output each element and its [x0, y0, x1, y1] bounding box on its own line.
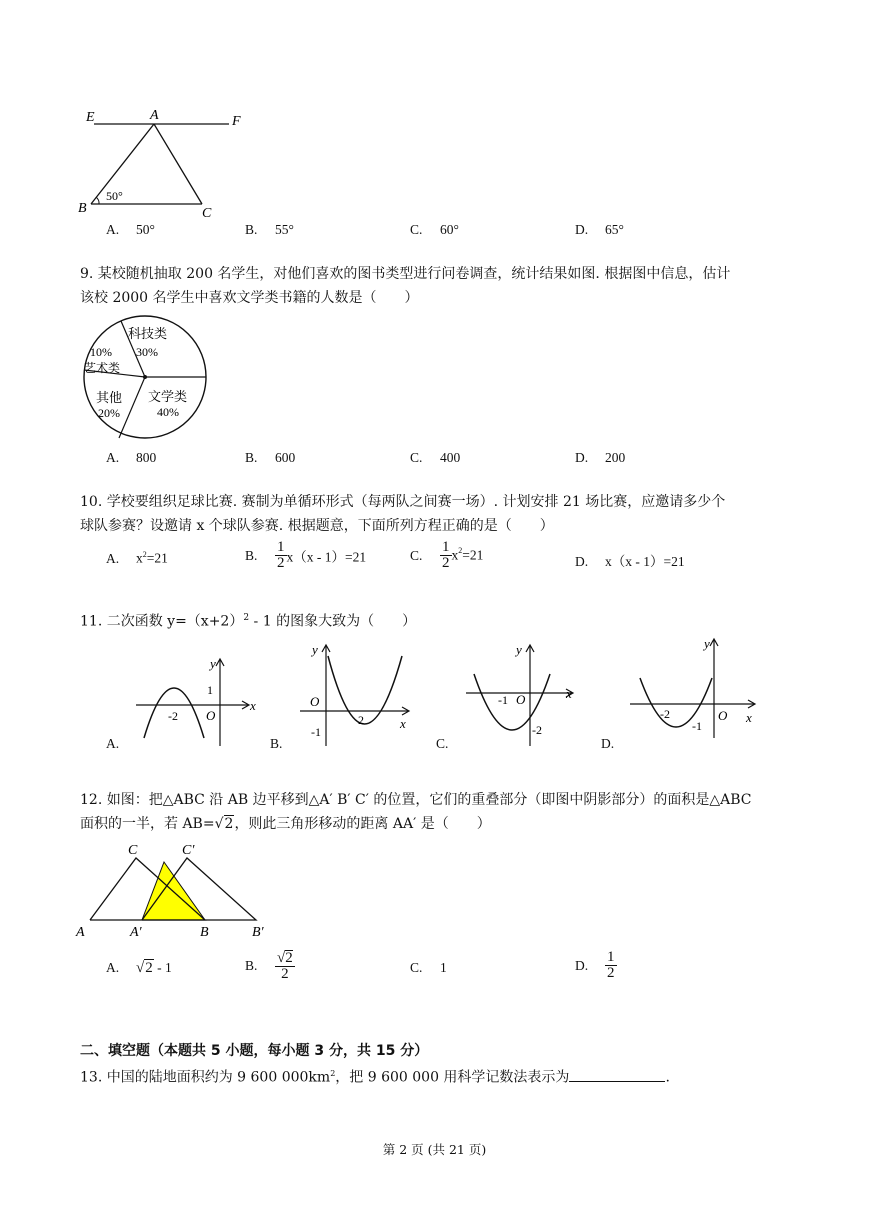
q9-stem-line-2: 该校 2000 名学生中喜欢文学类书籍的人数是（ ） [80, 290, 419, 306]
sqrt: √2 [214, 816, 234, 832]
q12-stem-line-2 [80, 812, 800, 836]
axis-label-x: x [250, 698, 256, 713]
q9-option-a[interactable] [106, 450, 156, 466]
q12-option-b[interactable] [245, 950, 295, 982]
option-value: 800 [136, 450, 157, 465]
q11-option-b-letter[interactable]: B. [270, 736, 283, 751]
option-letter: C. [410, 450, 423, 465]
axis-label-y: y [312, 642, 318, 657]
angle-label: 50° [106, 189, 123, 203]
pie-percent-literature: 40% [157, 405, 179, 419]
q9-stem-line-1: 9. 某校随机抽取 200 名学生，对他们喜欢的图书类型进行问卷调查，统计结果如图. 根据图中信息，估计 [80, 266, 731, 282]
option-value: 60° [440, 222, 459, 237]
angle-b-arc [96, 197, 99, 204]
label-b: B [78, 201, 87, 216]
q11-stem-text-end: - 1 的图象大致为（ ） [249, 613, 417, 630]
q10-stem-line-1: 10. 学校要组织足球比赛. 赛制为单循环形式（每两队之间赛一场）. 计划安排 21 场比赛，应邀请多少个 [80, 494, 726, 510]
option-letter: A. [106, 222, 120, 237]
option-value: 1 [440, 960, 447, 975]
label-b: B [200, 925, 209, 940]
q13-text: 13. 中国的陆地面积约为 9 600 000km [80, 1069, 331, 1086]
q12-triangle-figure [74, 838, 284, 942]
q11-option-a-letter[interactable]: A. [106, 736, 120, 751]
sqrt: √2 [136, 960, 153, 976]
tick-label-2: -1 [311, 725, 321, 739]
option-letter: D. [575, 957, 589, 973]
numerator: 1 [607, 949, 615, 965]
label-c-prime: C′ [182, 843, 195, 858]
option-letter: D. [575, 222, 589, 237]
option-letter: D. [575, 450, 589, 465]
numerator: 1 [442, 539, 450, 555]
option-letter: C. [410, 222, 423, 237]
q12-option-d[interactable] [575, 950, 617, 981]
q11-graph-c[interactable] [462, 638, 578, 750]
tick-label-1: -2 [168, 709, 178, 723]
axis-label-y: y [210, 656, 216, 671]
q13-exponent: 2 [330, 1069, 336, 1078]
option-rest: - 1 [153, 960, 172, 975]
stem-text-end: ，则此三角形移动的距离 AA′ 是（ ） [234, 816, 491, 832]
q9-stem [80, 262, 800, 310]
q12-stem-line-1: 12. 如图：把△ABC 沿 AB 边平移到△A′ B′ C′ 的位置，它们的重叠部分（即图中阴影部分）的面积是△ABC [80, 792, 752, 808]
pie-percent-other: 20% [98, 406, 120, 420]
option-letter: B. [245, 222, 258, 237]
option-var: x [136, 550, 143, 566]
option-letter: B. [245, 958, 258, 973]
label-e: E [86, 110, 95, 125]
tick-label-2: -2 [532, 723, 542, 737]
q10-option-d[interactable] [575, 550, 685, 570]
parabola [328, 656, 402, 724]
pie-label-tech: 科技类 [128, 326, 168, 341]
option-value: 200 [605, 450, 626, 465]
pie-label-other: 其他 [96, 390, 123, 405]
q8-triangle-figure [74, 104, 264, 220]
option-rest: x（x - 1）=21 [286, 549, 367, 565]
q11-stem-exponent: 2 [243, 613, 250, 623]
option-value: 400 [440, 450, 461, 465]
pie-percent-tech: 30% [136, 345, 158, 359]
axis-label-x: x [400, 716, 406, 731]
page-footer: 第 2 页 (共 21 页) [382, 1142, 487, 1157]
q10-option-a[interactable] [106, 550, 168, 567]
option-letter: B. [245, 547, 258, 563]
option-letter: A. [106, 960, 120, 975]
label-a-prime: A′ [130, 925, 142, 940]
stem-text: 面积的一半，若 AB= [80, 816, 215, 832]
option-exponent: 2 [458, 546, 463, 556]
origin-label: O [516, 692, 526, 707]
option-letter: B. [245, 450, 258, 465]
option-exponent: 2 [142, 550, 147, 559]
tick-label-1: -2 [660, 707, 670, 721]
pie-label-art: 艺术类 [84, 361, 121, 375]
option-letter: D. [575, 554, 589, 569]
q12-option-c[interactable] [410, 960, 447, 976]
denominator: 2 [607, 965, 615, 981]
q8-option-a[interactable] [106, 222, 155, 238]
q11-option-c-letter[interactable]: C. [436, 736, 449, 751]
q11-stem-text: 11. 二次函数 y=（x+2） [80, 613, 244, 630]
section-title: 二、填空题（本题共 5 小题，每小题 3 分，共 15 分） [80, 1043, 429, 1059]
radicand: 2 [224, 816, 234, 832]
fraction [275, 540, 287, 571]
fraction [275, 950, 295, 982]
axis-label-x: x [746, 710, 752, 725]
q13-text-end: . [665, 1069, 670, 1086]
axis-label-x: x [566, 686, 572, 701]
q12-stem [80, 788, 800, 836]
option-value: x（x - 1）=21 [605, 554, 685, 569]
side-ac [154, 124, 202, 204]
denominator: 2 [281, 966, 289, 982]
radicand: 2 [285, 950, 293, 966]
origin-label: O [310, 694, 320, 709]
option-value: 55° [275, 222, 294, 237]
option-letter: A. [106, 450, 120, 465]
q11-option-d-letter[interactable]: D. [601, 736, 615, 751]
option-value: 65° [605, 222, 624, 237]
q8-option-c[interactable] [410, 222, 459, 238]
option-rest: =21 [146, 550, 168, 566]
q10-stem-line-2: 球队参赛？设邀请 x 个球队参赛. 根据题意，下面所列方程正确的是（ ） [80, 518, 554, 534]
q11-graph-d[interactable] [628, 634, 760, 744]
q11-graph-b[interactable] [298, 638, 416, 750]
label-f: F [232, 114, 241, 129]
tick-label-1: -1 [498, 693, 508, 707]
q10-option-b[interactable] [245, 540, 366, 571]
label-c: C [128, 843, 138, 858]
answer-blank[interactable] [569, 1067, 665, 1082]
pie-percent-art: 10% [90, 345, 112, 359]
q11-stem [80, 606, 800, 634]
tick-label-2: 1 [207, 683, 213, 697]
q13-text-mid: ，把 9 600 000 用科学记数法表示为 [335, 1069, 570, 1086]
axis-label-y: y [516, 642, 522, 657]
option-value: 600 [275, 450, 296, 465]
option-var: x [451, 547, 459, 563]
origin-label: O [718, 708, 728, 723]
option-rest: =21 [462, 547, 484, 563]
option-letter: C. [410, 960, 423, 975]
tick-label-2: -1 [692, 719, 702, 733]
pie-center [143, 375, 147, 379]
pie-label-literature: 文学类 [148, 389, 188, 404]
q13-stem [80, 1062, 800, 1090]
axis-label-y: y [704, 636, 710, 651]
fraction [440, 540, 452, 571]
q12-option-a[interactable] [106, 960, 172, 977]
option-letter: C. [410, 547, 423, 563]
q8-option-d[interactable] [575, 222, 624, 238]
numerator: 1 [277, 539, 285, 555]
q9-option-c[interactable] [410, 450, 460, 466]
numerator: √2 [277, 950, 293, 966]
radicand: 2 [145, 960, 153, 976]
label-a: A [76, 925, 85, 940]
q9-option-b[interactable] [245, 450, 295, 466]
q9-option-d[interactable] [575, 450, 625, 466]
option-value: 50° [136, 222, 155, 237]
denominator: 2 [277, 555, 285, 571]
origin-label: O [206, 708, 216, 723]
denominator: 2 [442, 555, 450, 571]
q11-graph-a[interactable] [134, 654, 260, 750]
q10-option-c[interactable] [410, 540, 483, 571]
label-a: A [150, 108, 159, 123]
tick-label-1: 2 [358, 713, 364, 727]
option-letter: A. [106, 550, 120, 566]
q9-pie-chart [78, 308, 212, 444]
fraction [605, 950, 617, 981]
parabola [474, 674, 550, 730]
label-b-prime: B′ [252, 925, 264, 940]
q8-option-b[interactable] [245, 222, 294, 238]
q10-stem [80, 490, 800, 538]
label-c: C [202, 206, 212, 220]
